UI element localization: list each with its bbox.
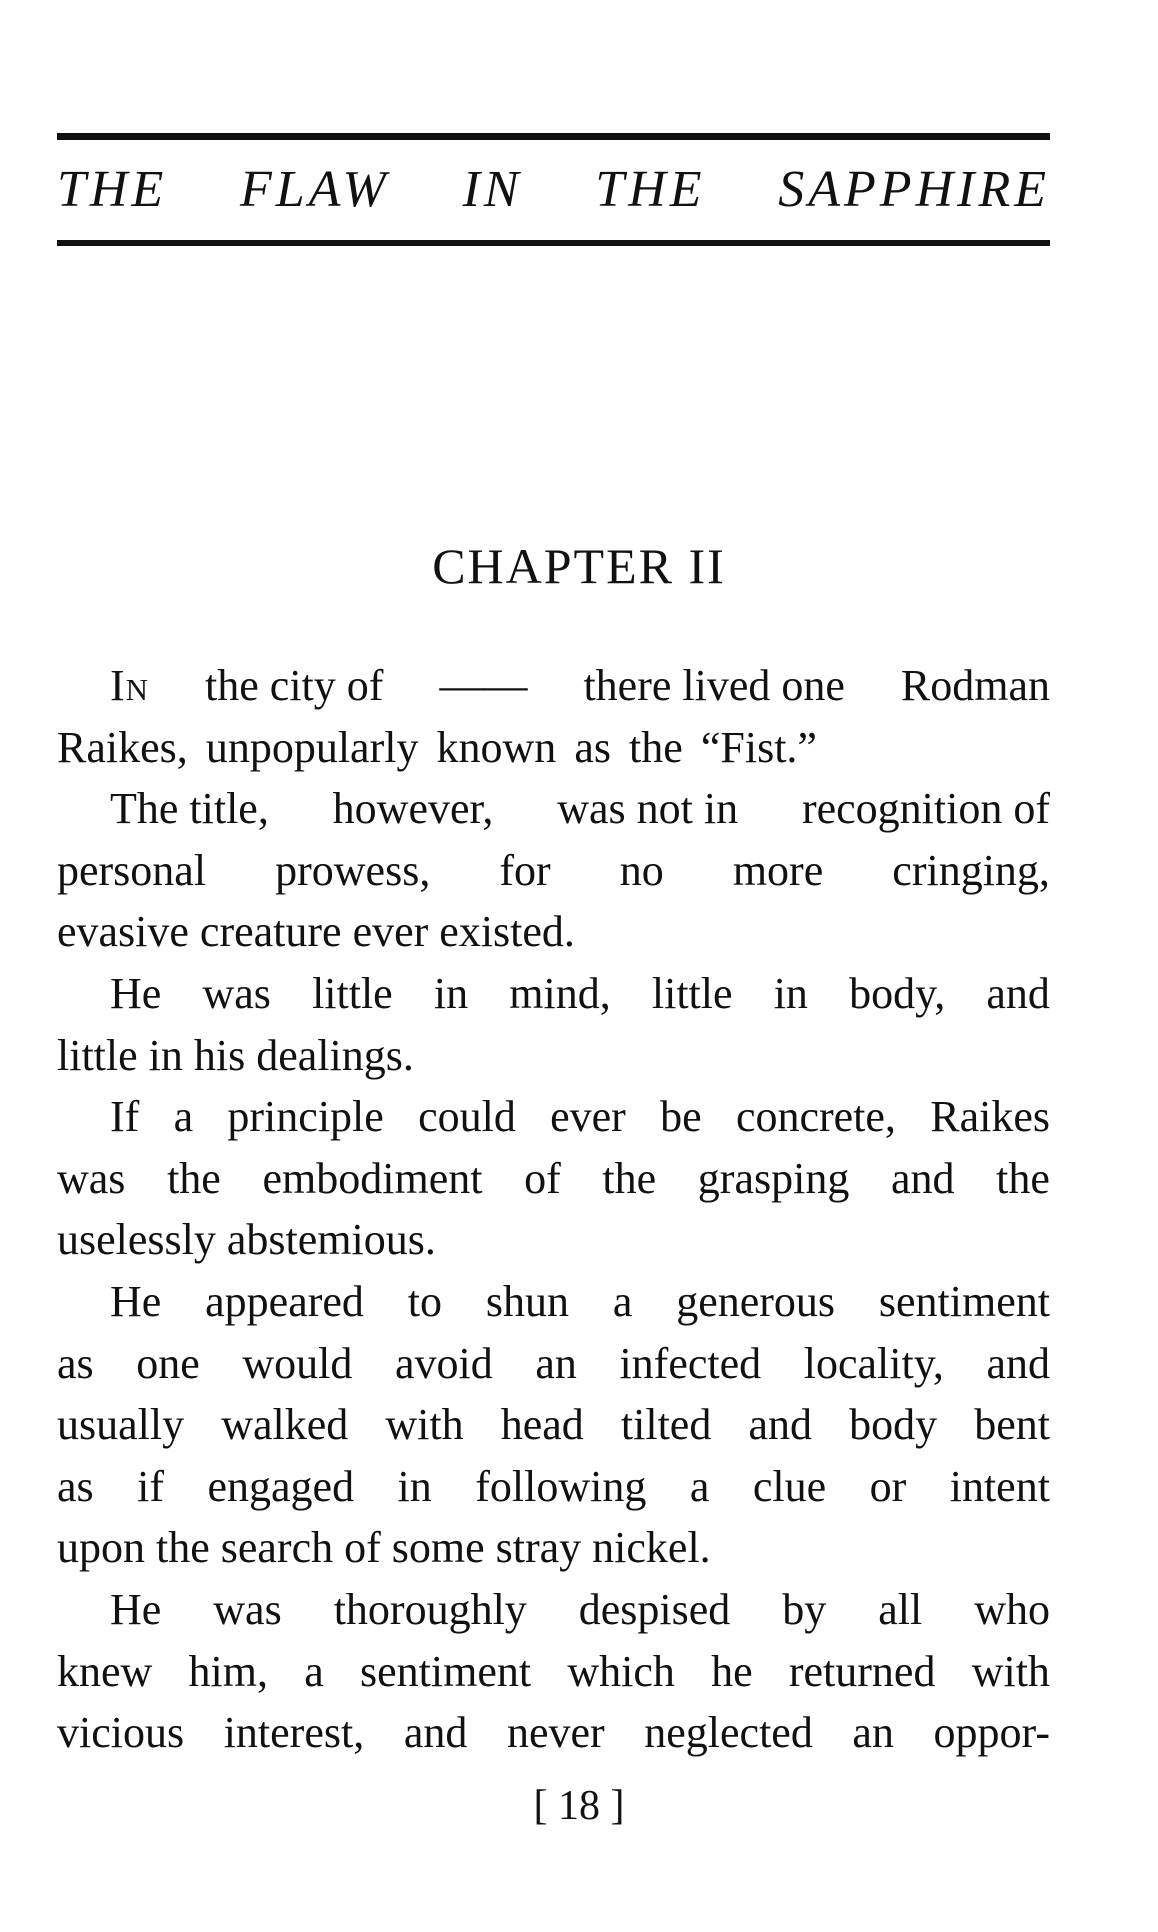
text-line bbox=[57, 778, 1050, 840]
text-word: head bbox=[500, 1400, 584, 1450]
text-word: a bbox=[689, 1461, 710, 1511]
text-word: sentiment bbox=[360, 1646, 532, 1696]
text-line: evasive creature ever existed. bbox=[57, 907, 575, 957]
text-word: If bbox=[110, 1092, 140, 1142]
text-word: appeared bbox=[205, 1276, 364, 1326]
text-word: neglected bbox=[644, 1708, 813, 1758]
text-word: locality, bbox=[803, 1338, 944, 1388]
text-word: grasping bbox=[697, 1153, 850, 1203]
text-word: walked bbox=[221, 1400, 349, 1450]
text-line: upon the search of some stray nickel. bbox=[57, 1523, 711, 1573]
text-word: the bbox=[996, 1153, 1050, 1203]
text-word: no bbox=[619, 845, 664, 895]
text-word: interest, bbox=[223, 1708, 365, 1758]
text-word: clue bbox=[752, 1461, 827, 1511]
text-word: engaged bbox=[207, 1461, 355, 1511]
running-title-word: IN bbox=[462, 161, 523, 218]
text-word: prowess, bbox=[275, 845, 431, 895]
text-word: —— bbox=[439, 661, 528, 710]
text-word: however, bbox=[332, 784, 494, 834]
running-title-word: SAPPHIRE bbox=[778, 161, 1050, 218]
text-word: which bbox=[567, 1646, 675, 1696]
text-word: one bbox=[136, 1338, 200, 1388]
text-word: be bbox=[660, 1092, 702, 1142]
text-word: following bbox=[475, 1461, 647, 1511]
text-word: in bbox=[397, 1461, 432, 1511]
text-word: He bbox=[110, 968, 162, 1018]
text-line bbox=[57, 840, 1050, 902]
text-word: a bbox=[612, 1276, 633, 1326]
text-word: him, bbox=[188, 1646, 268, 1696]
text-line bbox=[57, 1641, 1050, 1703]
text-word: with bbox=[385, 1400, 464, 1450]
text-word: mind, bbox=[509, 968, 611, 1018]
text-word: a bbox=[304, 1646, 324, 1696]
text-word: and bbox=[890, 1153, 955, 1203]
text-word: unpopularly bbox=[205, 722, 419, 772]
text-line bbox=[57, 655, 1050, 717]
text-word: Raikes bbox=[930, 1092, 1050, 1142]
text-word: could bbox=[418, 1092, 516, 1142]
text-line bbox=[57, 1456, 1050, 1518]
text-word: with bbox=[971, 1646, 1050, 1696]
text-line bbox=[57, 1394, 1050, 1456]
text-word: knew bbox=[57, 1646, 153, 1696]
text-word: recognition of bbox=[801, 784, 1050, 834]
running-title-word: THE bbox=[57, 161, 168, 218]
text-word: oppor- bbox=[933, 1708, 1050, 1758]
text-line bbox=[57, 1271, 1050, 1333]
text-word: intent bbox=[949, 1461, 1050, 1511]
text-word: as bbox=[57, 1461, 94, 1511]
text-word: all bbox=[878, 1584, 923, 1634]
page-number: [ 18 ] bbox=[533, 1783, 625, 1829]
text-word: an bbox=[535, 1338, 577, 1388]
text-word: little bbox=[651, 968, 733, 1018]
text-word: never bbox=[506, 1708, 605, 1758]
running-title-word: FLAW bbox=[239, 161, 390, 218]
text-word: he bbox=[711, 1646, 753, 1696]
running-title-word: THE bbox=[595, 161, 706, 218]
text-line bbox=[57, 717, 817, 779]
text-word: as bbox=[574, 722, 611, 772]
text-word: the bbox=[167, 1153, 221, 1203]
text-word: of bbox=[524, 1153, 561, 1203]
text-word: and bbox=[986, 1338, 1050, 1388]
text-word: by bbox=[782, 1584, 827, 1634]
text-word: tilted bbox=[620, 1400, 712, 1450]
text-word: or bbox=[869, 1461, 907, 1511]
text-line bbox=[57, 1333, 1050, 1395]
text-line: uselessly abstemious. bbox=[57, 1215, 436, 1265]
text-word: an bbox=[852, 1708, 894, 1758]
text-line bbox=[57, 1579, 1050, 1641]
text-word: body bbox=[849, 1400, 938, 1450]
text-word: who bbox=[974, 1584, 1050, 1634]
text-word: in bbox=[773, 968, 808, 1018]
text-word: more bbox=[732, 845, 824, 895]
header-rule-top bbox=[57, 133, 1050, 140]
text-line bbox=[57, 1148, 1050, 1210]
text-word: body, bbox=[849, 968, 946, 1018]
chapter-heading: CHAPTER II bbox=[432, 538, 726, 594]
text-line: little in his dealings. bbox=[57, 1030, 414, 1080]
text-word: “Fist.” bbox=[700, 722, 817, 772]
text-word: the bbox=[602, 1153, 657, 1203]
text-word: in bbox=[433, 968, 469, 1018]
text-word: Rodman bbox=[900, 661, 1050, 710]
text-word: thoroughly bbox=[333, 1584, 527, 1634]
text-word: there lived one bbox=[583, 661, 845, 710]
text-word: to bbox=[407, 1276, 443, 1326]
text-word: was bbox=[202, 968, 271, 1018]
text-word: for bbox=[499, 845, 551, 895]
body-text bbox=[57, 655, 1050, 1764]
text-word: He bbox=[110, 1276, 162, 1326]
text-word: returned bbox=[788, 1646, 936, 1696]
text-word: sentiment bbox=[878, 1276, 1050, 1326]
text-word: and bbox=[403, 1708, 468, 1758]
text-word: vicious bbox=[57, 1708, 185, 1758]
text-word: would bbox=[242, 1338, 353, 1388]
text-word: personal bbox=[57, 845, 207, 895]
text-word: Raikes, bbox=[57, 722, 188, 772]
text-word: The title, bbox=[110, 784, 269, 834]
text-word: was bbox=[57, 1153, 126, 1203]
text-word: avoid bbox=[394, 1338, 493, 1388]
text-word: despised bbox=[578, 1584, 731, 1634]
text-line bbox=[57, 1702, 1050, 1764]
text-word: ever bbox=[550, 1092, 626, 1142]
text-word: shun bbox=[485, 1276, 569, 1326]
text-word: concrete, bbox=[735, 1092, 896, 1142]
text-word: little bbox=[312, 968, 393, 1018]
text-word: and bbox=[986, 968, 1050, 1018]
text-line bbox=[57, 963, 1050, 1025]
text-word: the city of bbox=[205, 661, 384, 710]
text-word: if bbox=[137, 1461, 165, 1511]
text-word: the bbox=[629, 722, 683, 772]
text-word: known bbox=[436, 722, 557, 772]
text-word: He bbox=[110, 1584, 162, 1634]
text-word: was bbox=[213, 1584, 282, 1634]
text-word: as bbox=[57, 1338, 94, 1388]
text-word: bent bbox=[974, 1400, 1050, 1450]
text-line bbox=[57, 1086, 1050, 1148]
text-word: and bbox=[748, 1400, 812, 1450]
header-rule-bottom bbox=[57, 240, 1050, 246]
text-word: was not in bbox=[557, 784, 739, 834]
text-word: generous bbox=[676, 1276, 836, 1326]
text-word: In bbox=[110, 661, 150, 710]
running-title bbox=[57, 158, 1050, 222]
text-word: cringing, bbox=[892, 845, 1050, 895]
text-word: a bbox=[173, 1092, 194, 1142]
text-word: usually bbox=[57, 1400, 185, 1450]
text-word: embodiment bbox=[262, 1153, 483, 1203]
text-word: principle bbox=[227, 1092, 384, 1142]
text-word: infected bbox=[619, 1338, 762, 1388]
